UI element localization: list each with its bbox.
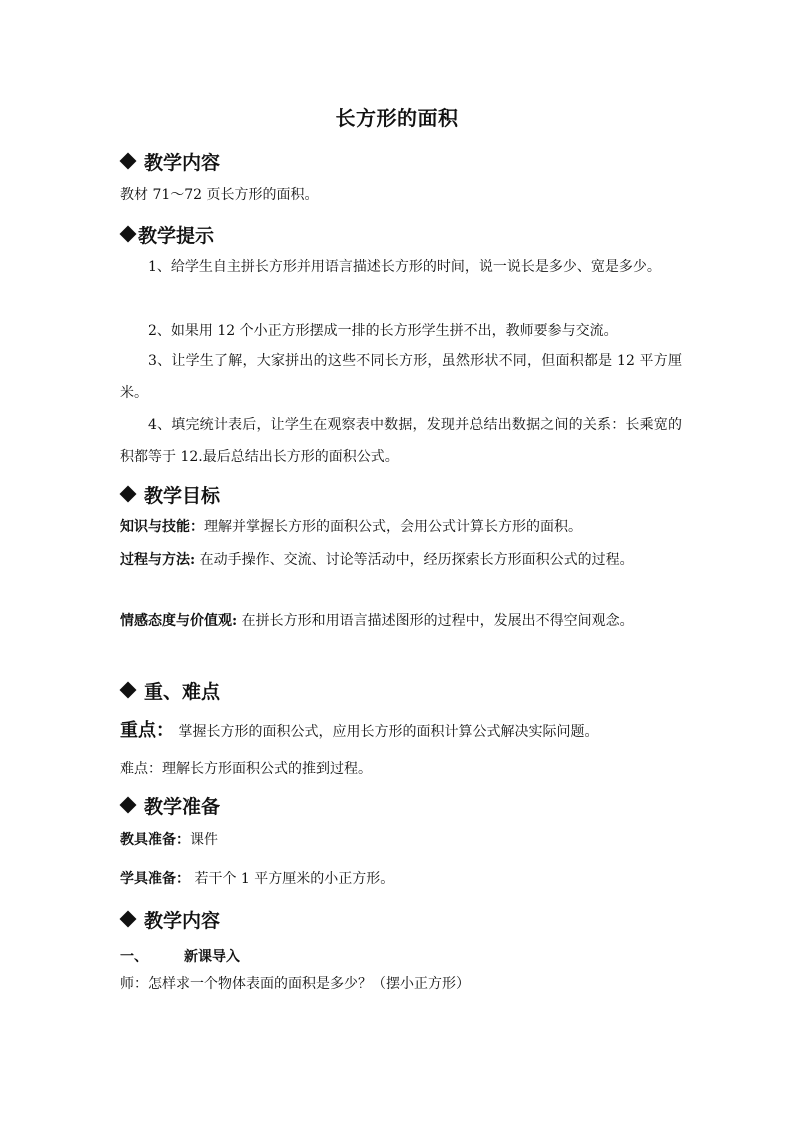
diamond-bullet-icon xyxy=(120,153,137,170)
goal-knowledge xyxy=(120,511,682,543)
diamond-bullet-icon xyxy=(120,486,137,503)
teaching-content-text: 教材 71～72 页长方形的面积。 xyxy=(120,187,319,203)
prep-teacher-text: 课件 xyxy=(190,832,218,848)
prep-teacher-label: 教具准备： xyxy=(120,832,190,848)
tip-item-3: 3、让学生了解，大家拼出的这些不同长方形，虽然形状不同，但面积都是 12 平方厘米。 xyxy=(120,353,682,401)
difficult-point-text: 理解长方形面积公式的推到过程。 xyxy=(162,761,372,777)
subsection-title: 新课导入 xyxy=(184,949,240,965)
key-point xyxy=(120,715,682,748)
goal-emotion xyxy=(120,605,682,637)
goal-knowledge-text: 理解并掌握长方形的面积公式，会用公式计算长方形的面积。 xyxy=(204,519,582,535)
section-heading-teaching-process: 教学内容 xyxy=(120,906,220,933)
goal-process xyxy=(120,544,682,576)
tip-item-4: 4、填完统计表后，让学生在观察表中数据，发现并总结出数据之间的关系：长乘宽的积都等于 12.最后总结出长方形的面积公式。 xyxy=(120,417,682,465)
prep-student xyxy=(120,863,682,895)
diamond-bullet-icon xyxy=(120,797,137,814)
diamond-bullet-icon xyxy=(120,226,137,243)
goal-emotion-text: 在拼长方形和用语言描述图形的过程中，发展出不得空间观念。 xyxy=(237,613,634,629)
tip-item-1: 1、给学生自主拼长方形并用语言描述长方形的时间，说一说长是多少、宽是多少。 xyxy=(148,259,661,275)
difficult-point xyxy=(120,753,682,785)
goal-process-text: 在动手操作、交流、讨论等活动中，经历探索长方形面积公式的过程。 xyxy=(195,552,634,568)
goal-emotion-label: 情感态度与价值观: xyxy=(120,613,238,629)
section-heading-teaching-tips: 教学提示 xyxy=(120,221,214,248)
difficult-point-label: 难点： xyxy=(120,761,162,777)
prep-student-text: 若干个 1 平方厘米的小正方形。 xyxy=(190,871,395,887)
goal-process-label: 过程与方法: xyxy=(120,552,196,568)
diamond-bullet-icon xyxy=(120,911,137,928)
goal-knowledge-label: 知识与技能： xyxy=(120,519,204,535)
section-heading-teaching-goals: 教学目标 xyxy=(120,481,220,508)
diamond-bullet-icon xyxy=(120,682,137,699)
section-heading-teaching-prep: 教学准备 xyxy=(120,792,220,819)
subsection-heading xyxy=(120,946,240,966)
subsection-number: 一、 xyxy=(120,949,148,965)
teacher-dialogue: 师：怎样求一个物体表面的面积是多少？（摆小正方形） xyxy=(120,976,470,992)
tip-item-2: 2、如果用 12 个小正方形摆成一排的长方形学生拼不出，教师要参与交流。 xyxy=(148,323,618,339)
key-point-text: 掌握长方形的面积公式，应用长方形的面积计算公式解决实际问题。 xyxy=(174,724,599,740)
prep-student-label: 学具准备： xyxy=(120,871,190,887)
section-heading-teaching-content: 教学内容 xyxy=(120,148,220,175)
key-point-label: 重点： xyxy=(120,720,174,741)
prep-teacher xyxy=(120,824,682,856)
document-title: 长方形的面积 xyxy=(335,106,459,130)
section-heading-key-points: 重、难点 xyxy=(120,677,220,704)
